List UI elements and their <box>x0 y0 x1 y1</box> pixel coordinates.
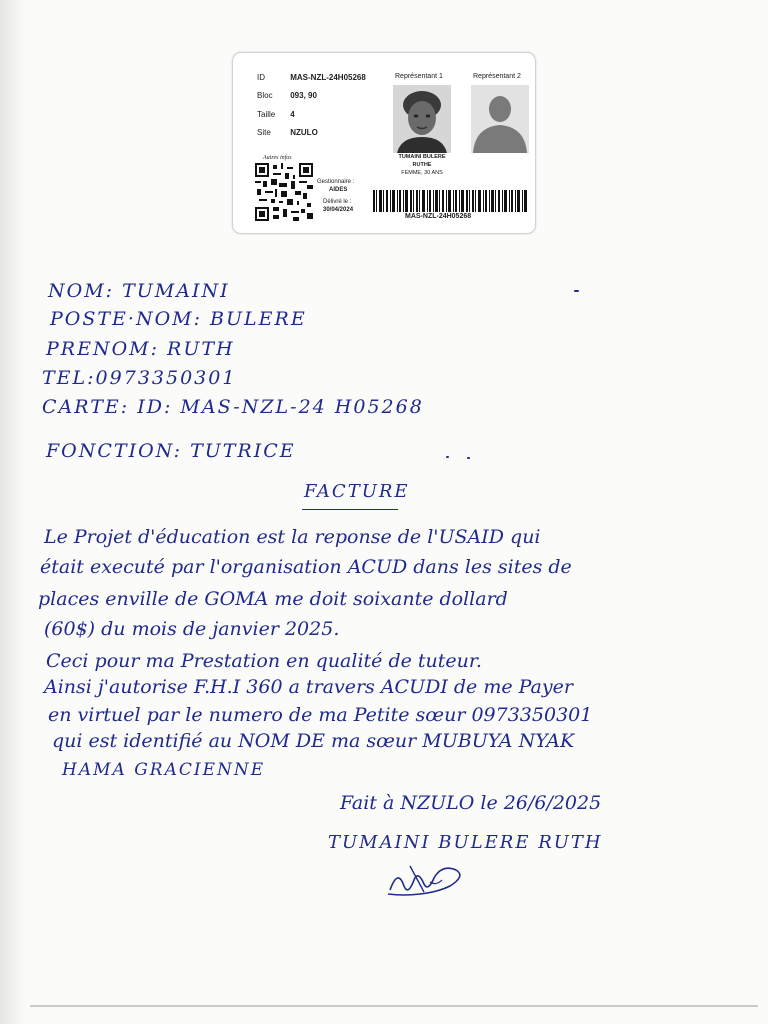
field-fonction: FONCTION: TUTRICE <box>46 440 296 462</box>
gestionnaire-label: Gestionnaire : <box>317 179 355 185</box>
field-nom: NOM: TUMAINI <box>48 280 230 302</box>
barcode-icon <box>373 190 527 212</box>
barcode-text: MAS-NZL-24H05268 <box>405 213 472 220</box>
rep1-portrait-icon <box>393 85 451 153</box>
taille-row <box>257 110 295 119</box>
rep1-name: TUMAINI BULERE <box>398 154 446 160</box>
handwritten-signature-icon <box>380 856 470 902</box>
delivre-label: Délivré le : <box>323 199 352 205</box>
field-postnom: POSTE·NOM: BULERE <box>50 308 307 330</box>
bloc-row <box>257 91 317 100</box>
place-date: Fait à NZULO le 26/6/2025 <box>340 792 602 814</box>
person-silhouette-icon <box>471 85 529 153</box>
site-row <box>257 128 318 137</box>
rep2-photo-placeholder <box>471 85 529 153</box>
taille-value: 4 <box>290 110 295 119</box>
rep2-label: Représentant 2 <box>473 73 521 80</box>
site-label: Site <box>257 128 271 137</box>
body-line-6: Ainsi j'autorise F.H.I 360 a travers ACUDI de me Payer <box>44 676 573 698</box>
id-label: ID <box>257 73 265 82</box>
body-line-3: places enville de GOMA me doit soixante dollard <box>38 588 508 610</box>
body-line-4: (60$) du mois de janvier 2025. <box>44 618 340 640</box>
field-carte: CARTE: ID: MAS-NZL-24 H05268 <box>42 396 424 418</box>
body-line-2: était executé par l'organisation ACUD dans les sites de <box>40 556 572 578</box>
bloc-value: 093, 90 <box>290 91 317 100</box>
page-bottom-edge <box>30 1005 758 1007</box>
qr-code-icon <box>255 163 313 221</box>
signatory-name: TUMAINI BULERE RUTH <box>328 832 603 853</box>
body-line-1: Le Projet d'éducation est la reponse de l'USAID qui <box>44 526 541 548</box>
rep1-name-2: RUTHE <box>412 162 432 168</box>
bloc-label: Bloc <box>257 91 273 100</box>
gestionnaire-value: AIDES <box>329 187 348 193</box>
facture-underline <box>302 509 398 510</box>
rep1-desc: FEMME, 30 ANS <box>401 170 443 176</box>
rep1-photo <box>393 85 451 153</box>
page-left-edge <box>0 0 26 1024</box>
id-value: MAS-NZL-24H05268 <box>290 73 366 82</box>
body-line-8: qui est identifié au NOM DE ma sœur MUBUYA NYAK <box>52 730 575 752</box>
delivre-value: 30/04/2024 <box>323 207 354 213</box>
pen-mark <box>446 456 449 458</box>
id-row <box>257 73 366 82</box>
taille-label: Taille <box>257 110 276 119</box>
autres-infos-label: Autres infos <box>263 155 292 161</box>
site-value: NZULO <box>290 128 318 137</box>
body-line-7: en virtuel par le numero de ma Petite sœur 0973350301 <box>48 704 593 726</box>
rep1-label: Représentant 1 <box>395 73 443 80</box>
pen-mark <box>574 290 579 292</box>
field-tel: TEL:0973350301 <box>42 367 237 389</box>
body-line-5: Ceci pour ma Prestation en qualité de tuteur. <box>46 650 482 672</box>
id-card <box>232 52 536 234</box>
facture-title: FACTURE <box>304 481 410 502</box>
pen-mark <box>467 457 470 459</box>
body-line-9: HAMA GRACIENNE <box>62 760 266 780</box>
field-prenom: PRENOM: RUTH <box>46 338 235 360</box>
